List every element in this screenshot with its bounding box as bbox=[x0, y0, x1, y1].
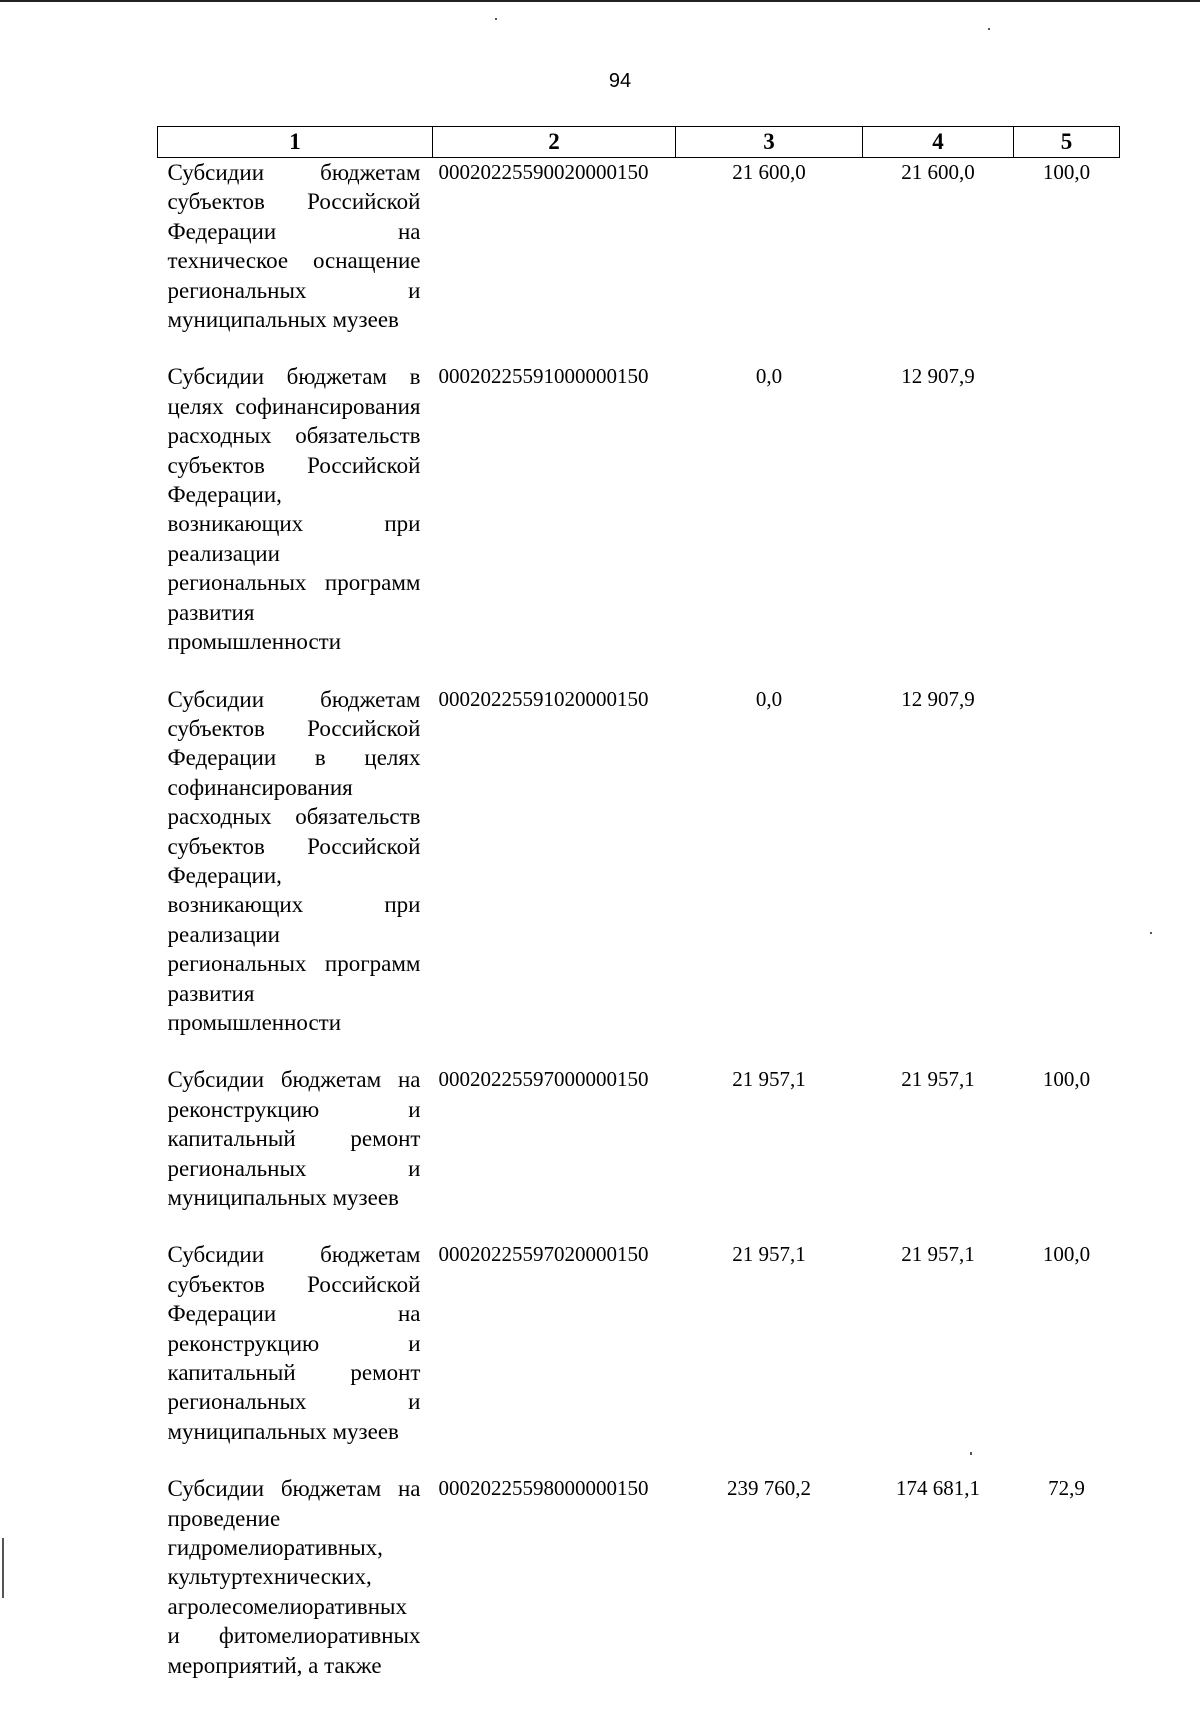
table-row bbox=[158, 158, 1120, 363]
row-code: 00020225591020000150 bbox=[438, 686, 649, 711]
row-col3: 0,0 bbox=[755, 364, 783, 389]
row-col5 bbox=[1014, 685, 1120, 1066]
row-col3: 239 760,2 bbox=[727, 1476, 811, 1501]
row-code: 00020225597020000150 bbox=[438, 1242, 649, 1267]
table-row bbox=[158, 1065, 1120, 1240]
row-col3: 0,0 bbox=[755, 686, 783, 711]
row-col4: 12 907,9 bbox=[901, 364, 975, 389]
row-col5: 100,0 bbox=[1042, 160, 1091, 184]
scan-speck bbox=[970, 1452, 972, 1455]
table-row bbox=[158, 685, 1120, 1066]
header-col-5: 5 bbox=[1014, 127, 1120, 158]
budget-table bbox=[157, 126, 1120, 1680]
row-code: 00020225591000000150 bbox=[438, 364, 649, 389]
row-description: Субсидии бюджетам субъектов Российской Федерации на реконструкцию и капитальный ремонт региональных и муниципальных музеев bbox=[167, 1242, 421, 1444]
row-col4: 21 957,1 bbox=[901, 1067, 975, 1092]
row-col4: 174 681,1 bbox=[896, 1476, 980, 1501]
table-row bbox=[158, 362, 1120, 684]
row-description: Субсидии бюджетам на реконструкцию и капитальный ремонт региональных и муниципальных музеев bbox=[167, 1067, 421, 1210]
row-col5: 72,9 bbox=[1048, 1476, 1085, 1501]
header-col-4: 4 bbox=[863, 127, 1014, 158]
row-col4: 21 957,1 bbox=[901, 1242, 975, 1267]
table-header bbox=[158, 127, 1120, 158]
scan-speck bbox=[495, 18, 497, 20]
row-col4: 12 907,9 bbox=[901, 686, 975, 711]
row-col3: 21 957,1 bbox=[732, 1242, 806, 1267]
header-col-3: 3 bbox=[676, 127, 863, 158]
row-description: Субсидии бюджетам субъектов Российской Федерации в целях софинансирования расходных обязательств субъектов Российской Федерации, возникающих при реализации региональных программ развития промышленности bbox=[167, 686, 421, 1035]
row-code: 00020225598000000150 bbox=[438, 1476, 649, 1501]
table-row bbox=[158, 1474, 1120, 1680]
row-col5: 100,0 bbox=[1042, 1242, 1091, 1267]
header-col-1: 1 bbox=[158, 127, 433, 158]
row-code: 00020225590020000150 bbox=[438, 160, 649, 184]
row-col5: 100,0 bbox=[1042, 1067, 1091, 1092]
row-description: Субсидии бюджетам субъектов Российской Федерации на техническое оснащение региональных и муниципальных музеев bbox=[167, 160, 421, 333]
scan-top-edge bbox=[0, 0, 1200, 2]
header-col-2: 2 bbox=[433, 127, 676, 158]
row-col3: 21 957,1 bbox=[732, 1067, 806, 1092]
row-code: 00020225597000000150 bbox=[438, 1067, 649, 1092]
row-col5 bbox=[1014, 362, 1120, 684]
page-number: 94 bbox=[608, 70, 632, 92]
scan-speck bbox=[988, 28, 990, 30]
scan-speck bbox=[1150, 932, 1152, 934]
row-description: Субсидии бюджетам на проведение гидромелиоративных, культуртехнических, агролесомелиоративных и фитомелиоративных мероприятий, а также bbox=[167, 1476, 421, 1678]
row-col3: 21 600,0 bbox=[732, 160, 806, 184]
row-col4: 21 600,0 bbox=[901, 160, 975, 184]
row-description: Субсидии бюджетам в целях софинансирования расходных обязательств субъектов Российской Федерации, возникающих при реализации региональных программ развития промышленности bbox=[167, 364, 421, 655]
scan-margin-line bbox=[2, 1538, 4, 1598]
table-row bbox=[158, 1240, 1120, 1474]
